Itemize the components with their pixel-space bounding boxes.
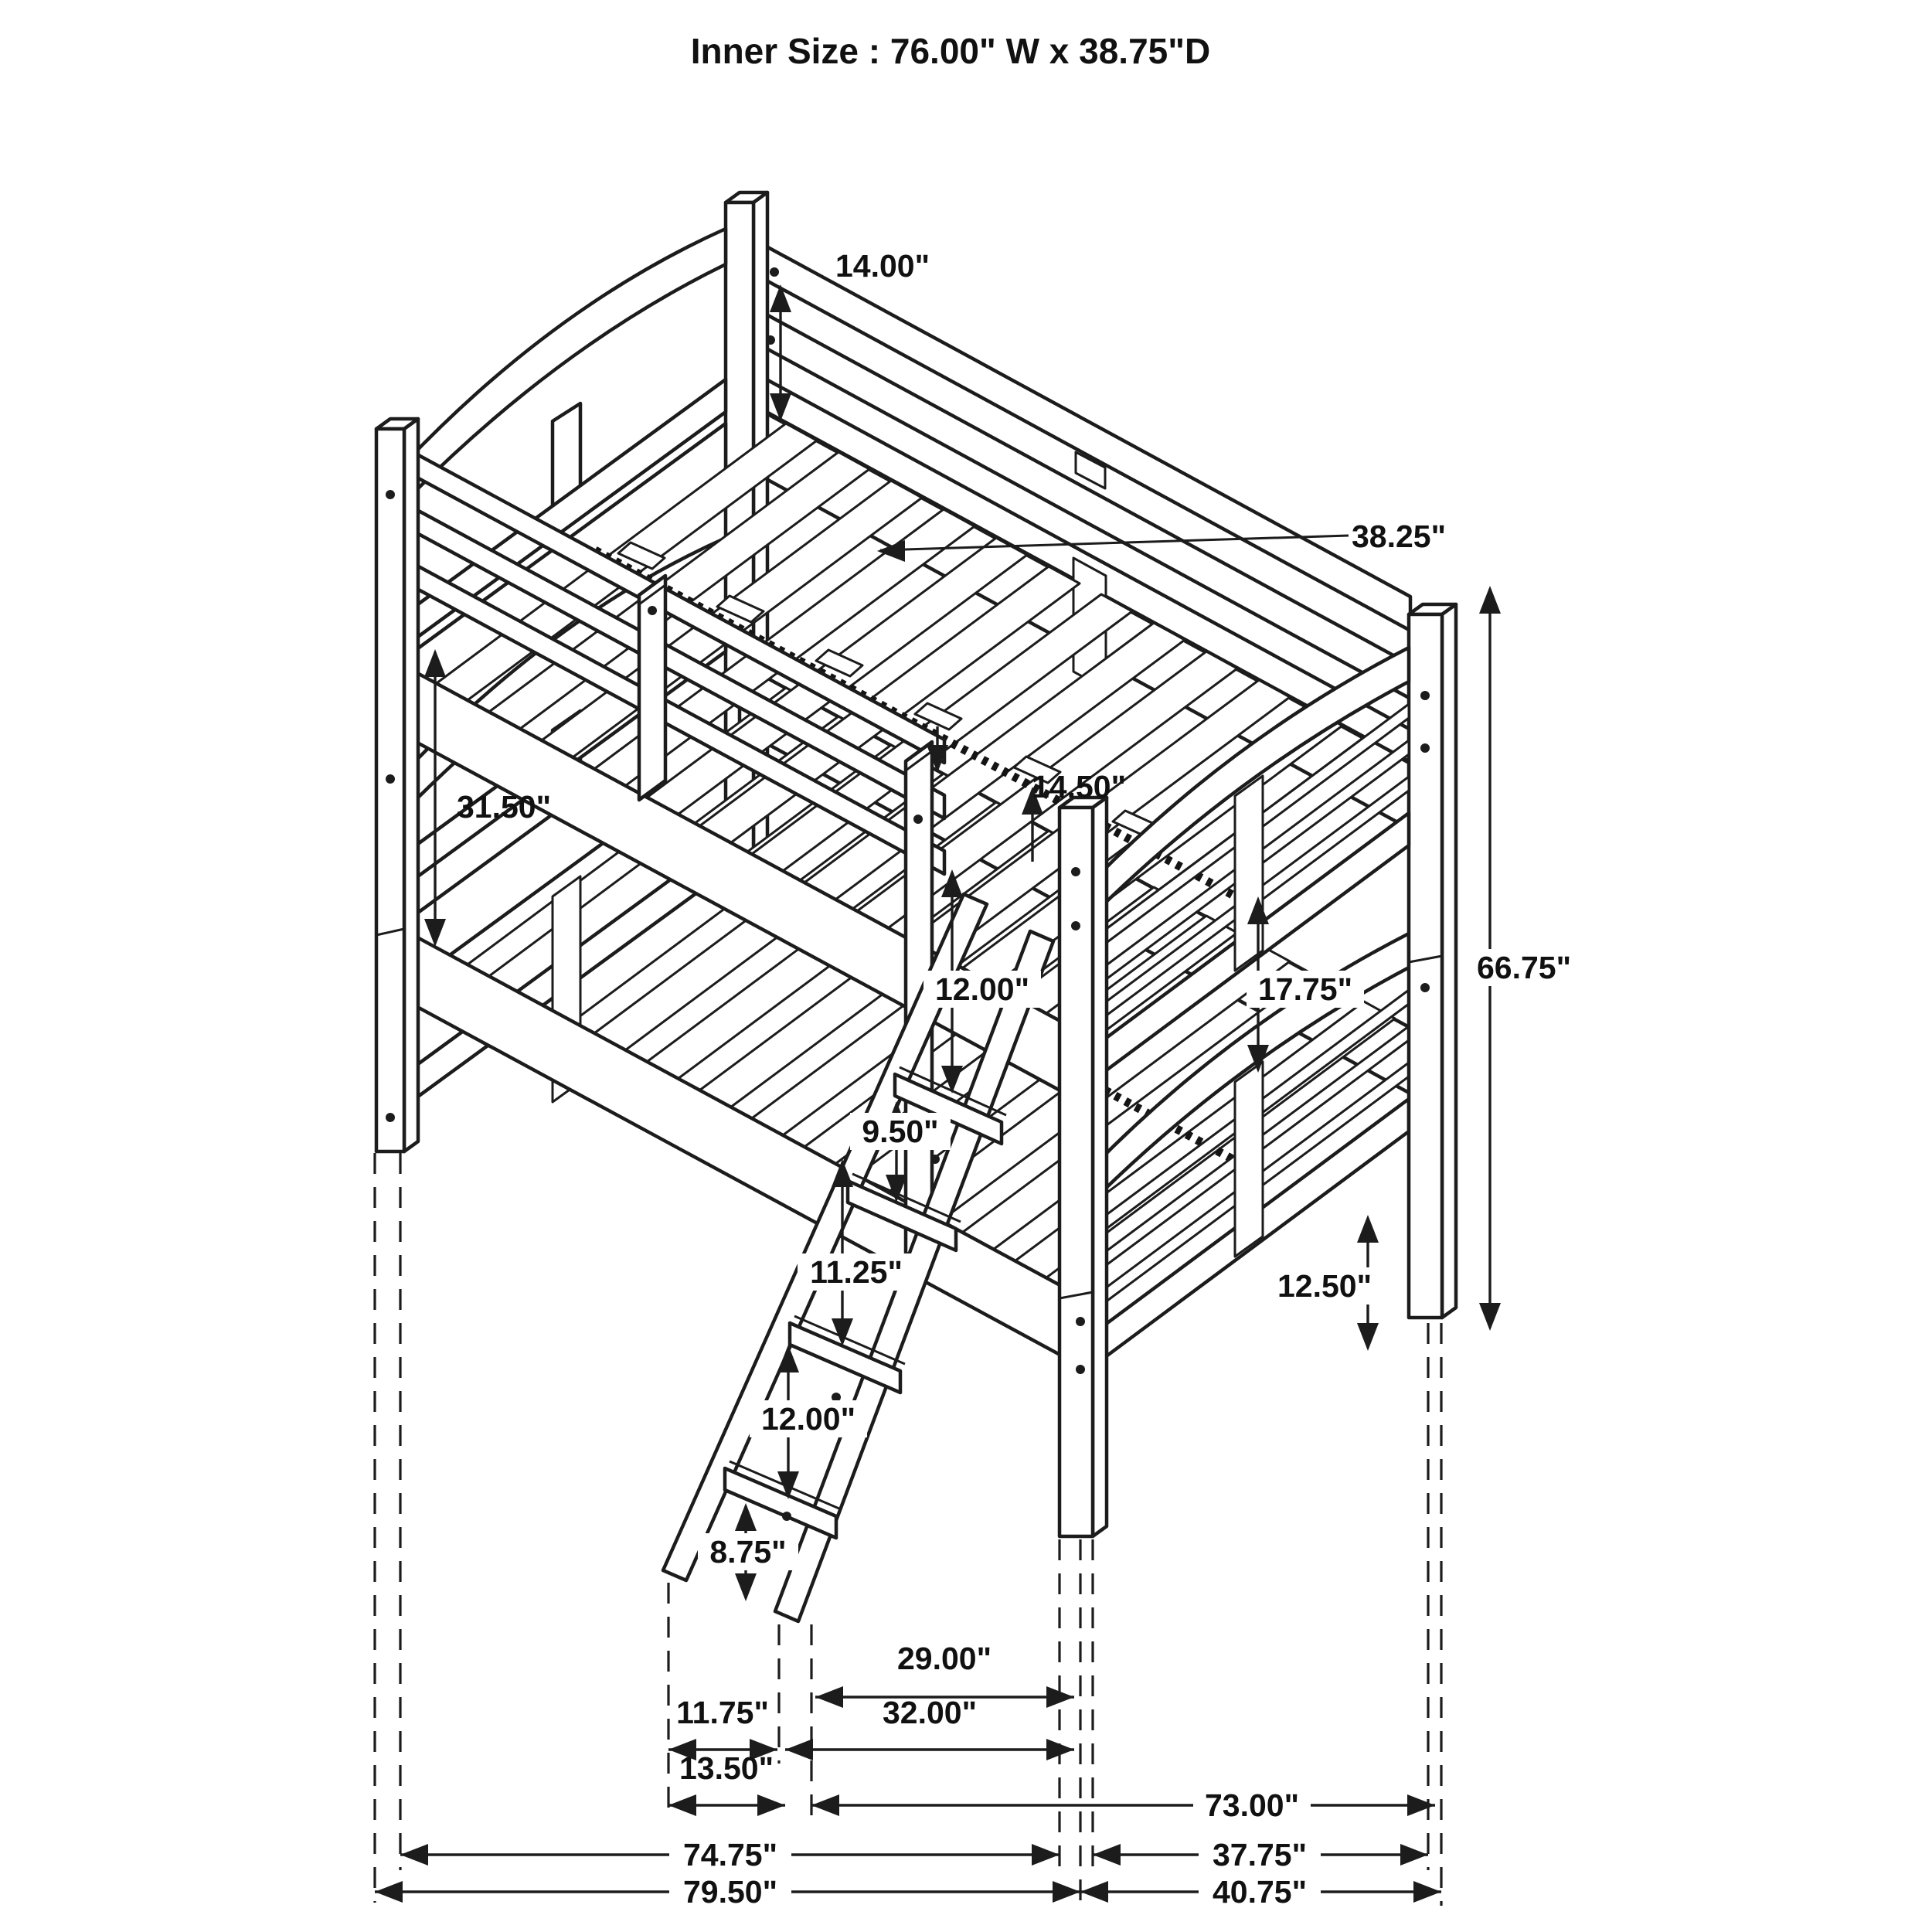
dim-label-11-75: 11.75" xyxy=(676,1695,769,1730)
dim-label-31-50: 31.50" xyxy=(456,789,552,825)
dim-label-32-00: 32.00" xyxy=(882,1695,978,1730)
dim-label-79-50: 79.50" xyxy=(682,1874,778,1910)
dim-label-12-00-lower: 12.00" xyxy=(760,1401,856,1437)
dim-label-73-00: 73.00" xyxy=(1204,1787,1300,1823)
dim-label-40-75: 40.75" xyxy=(1212,1874,1308,1910)
front-left-post xyxy=(376,419,418,1151)
dim-label-8-75: 8.75" xyxy=(709,1534,787,1570)
dim-label-14-50: 14.50" xyxy=(1031,769,1127,804)
dim-label-74-75: 74.75" xyxy=(682,1837,778,1872)
dim-label-29-00: 29.00" xyxy=(896,1641,992,1676)
dim-label-14-00: 14.00" xyxy=(835,248,930,284)
dim-label-12-50: 12.50" xyxy=(1277,1268,1372,1304)
diagram-title: Inner Size : 76.00" W x 38.75"D xyxy=(690,31,1211,71)
dim-label-11-25: 11.25" xyxy=(810,1254,903,1290)
dim-label-38-25: 38.25" xyxy=(1351,519,1447,554)
dim-label-9-50: 9.50" xyxy=(862,1114,939,1149)
dim-label-17-75: 17.75" xyxy=(1257,971,1353,1007)
rear-right-post xyxy=(1409,604,1456,1318)
dim-label-13-50: 13.50" xyxy=(679,1750,774,1786)
dim-label-66-75: 66.75" xyxy=(1476,950,1572,985)
front-right-post xyxy=(1060,798,1107,1536)
dim-label-37-75: 37.75" xyxy=(1212,1837,1308,1872)
dim-label-12-00-upper: 12.00" xyxy=(934,971,1030,1007)
